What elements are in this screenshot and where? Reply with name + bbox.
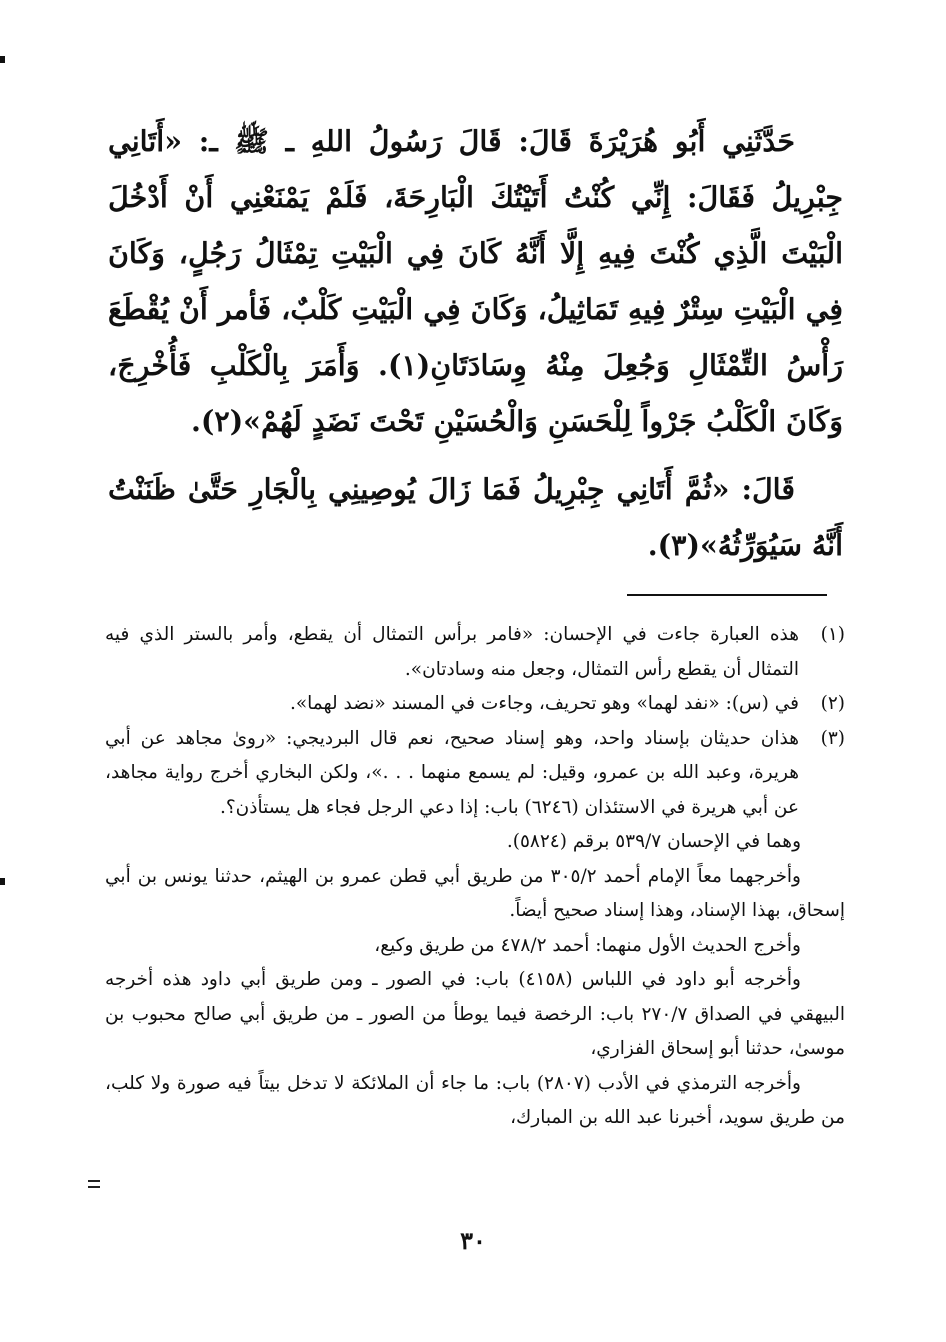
footnote-text: هذه العبارة جاءت في الإحسان: «فامر برأس التمثال أن يقطع، وأمر بالستر الذي فيه التمثال أن يقطع رأس التمثال، وجعل منه وسادتان». (105, 624, 799, 680)
hadith-paragraph-1: حَدَّثَنِي أَبُو هُرَيْرَةَ قَالَ: قَالَ رَسُولُ اللهِ ـ ﷺ ـ: «أَتَانِي جِبْرِيلُ فَقَالَ: إِنِّي كُنْتُ أَتَيْتُكَ الْبَارِحَةَ، فَلَمْ يَمْنَعْنِي أَنْ أَدْخُلَ الْبَيْتَ الَّذِي كُنْتَ فِيهِ إِلَّا أَنَّهُ كَانَ فِي الْبَيْتِ تِمْثَالُ رَجُلٍ، وَكَانَ فِي الْبَيْتِ سِتْرٌ فِيهِ تَمَاثِيلُ، وَكَانَ فِي الْبَيْتِ كَلْبٌ، فَأمر أَنْ يُقْطَعَ رَأْسُ التِّمْثَالِ وَجُعِلَ مِنْهُ وِسَادَتَانِ(١). وَأَمَرَ بِالْكَلْبِ فَأُخْرِجَ، وَكَانَ الْكَلْبُ جَرْواً لِلْحَسَنِ وَالْحُسَيْنِ تَحْتَ نَضَدٍ لَهُمْ»(٢). (108, 124, 843, 438)
page-number: ٣٠ (460, 1226, 486, 1255)
margin-mark-top (0, 56, 5, 63)
footnote-number: (١) (820, 624, 845, 645)
footnote-continuation: وأخرجه أبو داود في اللباس (٤١٥٨) باب: في الصور ـ ومن طريق أبي داود هذه أخرجه البيهقي في الصداق ٢٧٠/٧ باب: الرخصة فيما يوطأ من الصور ـ من طريق أبي صالح محبوب بن موسىٰ، حدثنا أبو إسحاق الفزاري، (105, 969, 845, 1059)
footnote-continuation: وأخرج الحديث الأول منهما: أحمد ٤٧٨/٢ من طريق وكيع، (374, 934, 801, 956)
hadith-text (108, 113, 843, 573)
footnote-continuation: وأخرجه الترمذي في الأدب (٢٨٠٧) باب: ما جاء أن الملائكة لا تدخل بيتاً فيه صورة ولا كلب، من طريق سويد، أخبرنا عبد الله بن المبارك، (105, 1072, 845, 1128)
footnote-text: في (س): «نفد لهما» وهو تحريف، وجاءت في المسند «نضد لهما». (289, 693, 799, 714)
footnote-2 (105, 687, 845, 722)
footnotes-section (105, 618, 845, 1136)
footnote-3 (105, 722, 845, 826)
margin-mark-middle (0, 878, 5, 885)
footnote-divider (627, 594, 827, 596)
footnote-number: (٢) (820, 693, 845, 714)
footnote-text: هذان حديثان بإسناد واحد، وهو إسناد صحيح، نعم قال البرديجي: «روىٰ مجاهد عن أبي هريرة، وعبد الله بن عمرو، وقيل: لم يسمع منهما . . .»، ولكن البخاري أخرج رواية مجاهد، عن أبي هريرة في الاستئذان (٦٢٤٦) باب: إذا دعي الرجل فجاء هل يستأذن؟. (105, 727, 799, 818)
margin-equals-mark (88, 1180, 100, 1188)
footnote-number: (٣) (820, 727, 845, 749)
hadith-paragraph-2: قَالَ: «ثُمَّ أَتَانِي جِبْرِيلُ فَمَا زَالَ يُوصِينِي بِالْجَارِ حَتَّىٰ ظَنَنْتُ أَنَّهُ سَيُوَرِّثُهُ»(٣). (108, 472, 843, 562)
footnote-continuation: وهما في الإحسان ٥٣٩/٧ برقم (٥٨٢٤). (506, 831, 801, 852)
footnote-1 (105, 618, 845, 687)
footnote-continuation: وأخرجهما معاً الإمام أحمد ٣٠٥/٢ من طريق أبي قطن عمرو بن الهيثم، حدثنا يونس بن أبي إسحاق، بهذا الإسناد، وهذا إسناد صحيح أيضاً. (105, 865, 845, 921)
